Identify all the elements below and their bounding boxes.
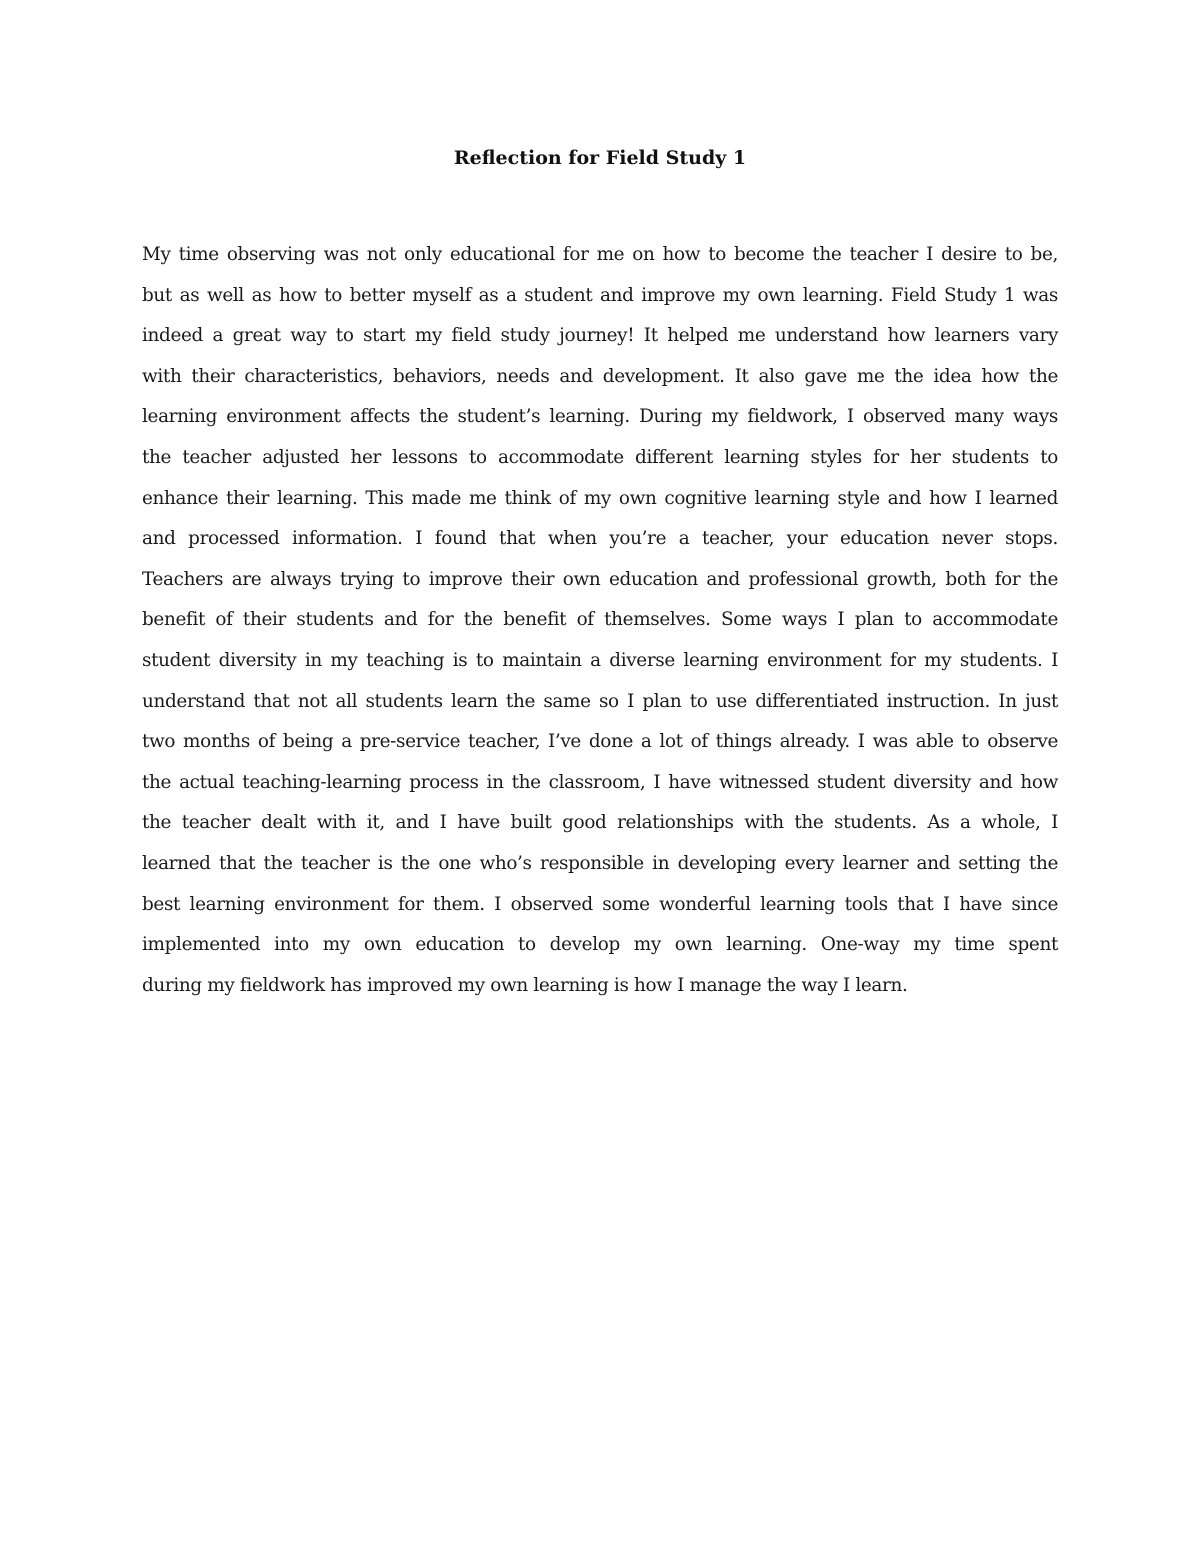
- paragraph-line: but as well as how to better myself as a student and improve my own learning. Field Study 1 was: [142, 284, 1058, 306]
- paragraph-line: the teacher adjusted her lessons to accommodate different learning styles for her students to: [142, 446, 1058, 468]
- paragraph-line: and processed information. I found that when you’re a teacher, your education never stops.: [142, 528, 1058, 550]
- paragraph-line: best learning environment for them. I observed some wonderful learning tools that I have since: [142, 893, 1058, 915]
- paragraph-line: understand that not all students learn the same so I plan to use differentiated instruction. In just: [142, 690, 1058, 712]
- paragraph-line: the teacher dealt with it, and I have built good relationships with the students. As a whole, I: [142, 812, 1058, 834]
- paragraph-line: with their characteristics, behaviors, needs and development. It also gave me the idea how the: [142, 365, 1058, 387]
- reflection-paragraph: [142, 235, 1058, 1006]
- paragraph-line: Teachers are always trying to improve their own education and professional growth, both for the: [142, 568, 1058, 590]
- paragraph-line: the actual teaching-learning process in the classroom, I have witnessed student diversity and how: [142, 771, 1058, 793]
- paragraph-line: indeed a great way to start my field study journey! It helped me understand how learners vary: [142, 325, 1058, 347]
- paragraph-line: learned that the teacher is the one who’s responsible in developing every learner and setting the: [142, 852, 1058, 874]
- paragraph-line: during my fieldwork has improved my own learning is how I manage the way I learn.: [142, 974, 908, 996]
- paragraph-line: implemented into my own education to develop my own learning. One-way my time spent: [142, 934, 1058, 956]
- paragraph-line: two months of being a pre-service teacher, I’ve done a lot of things already. I was able to observe: [142, 731, 1058, 753]
- paragraph-line: enhance their learning. This made me think of my own cognitive learning style and how I learned: [142, 487, 1058, 509]
- paragraph-line: learning environment affects the student’s learning. During my fieldwork, I observed many ways: [142, 406, 1058, 428]
- document-title: Reflection for Field Study 1: [453, 147, 747, 169]
- paragraph-line: My time observing was not only educational for me on how to become the teacher I desire to be,: [142, 244, 1058, 265]
- paragraph-line: student diversity in my teaching is to maintain a diverse learning environment for my students. I: [142, 649, 1058, 671]
- paragraph-line: benefit of their students and for the benefit of themselves. Some ways I plan to accommodate: [142, 609, 1058, 631]
